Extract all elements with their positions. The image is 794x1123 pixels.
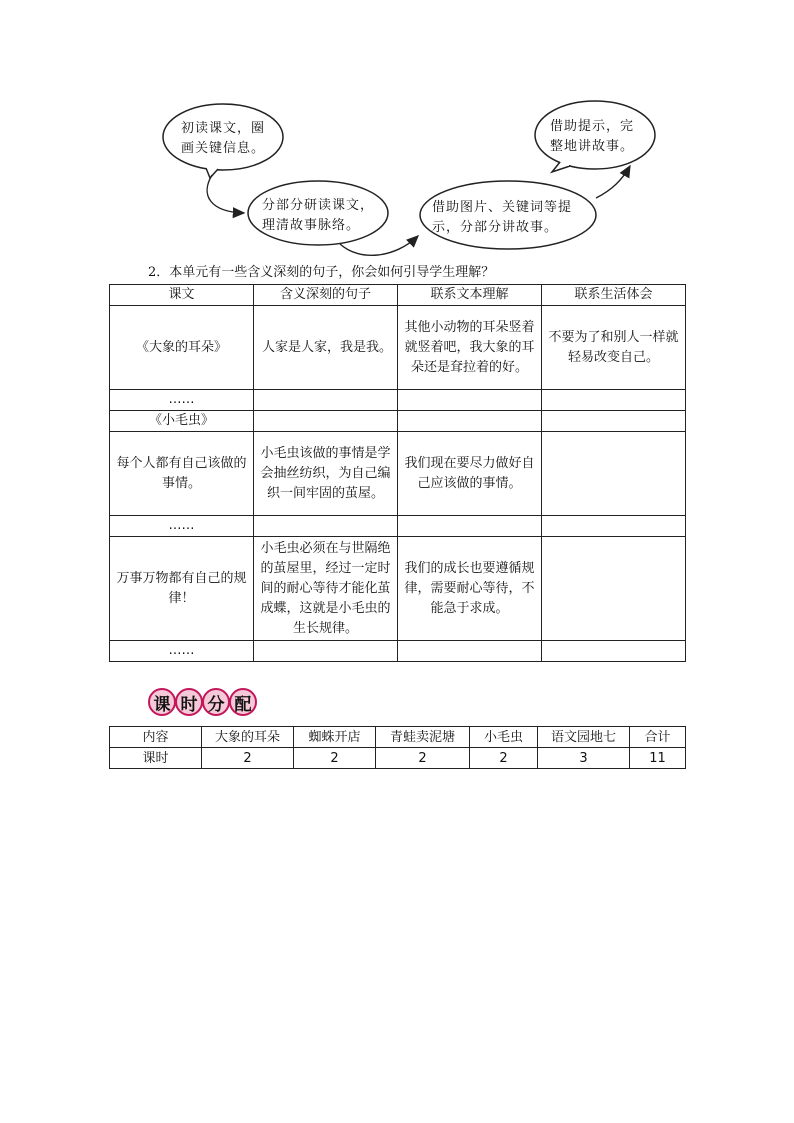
table-header-row (110, 285, 686, 306)
ellipsis-cell: …… (110, 641, 254, 662)
table-cell: 每个人都有自己该做的事情。 (110, 432, 254, 516)
table-cell: 小毛虫必须在与世隔绝的茧屋里，经过一定时间的耐心等待才能化茧成蝶，这就是小毛虫的生长规律。 (254, 537, 398, 641)
flow-step-1-text: 初读课文，圈 画关键信息。 (181, 121, 266, 156)
badge-char: 配 (229, 688, 257, 716)
table-row (110, 516, 686, 537)
table-cell: 2 (294, 748, 376, 769)
table-cell: 2 (202, 748, 294, 769)
table-cell: 万事万物都有自己的规律！ (110, 537, 254, 641)
header-cell: 小毛虫 (470, 727, 538, 748)
lesson-allocation-table (109, 726, 686, 769)
table-cell (542, 432, 686, 516)
table-cell: 我们的成长也要遵循规律，需要耐心等待，不能急于求成。 (398, 537, 542, 641)
table-row (110, 390, 686, 411)
table-row (110, 748, 686, 769)
table-cell: 我们现在要尽力做好自己应该做的事情。 (398, 432, 542, 516)
header-cell: 蜘蛛开店 (294, 727, 376, 748)
header-cell: 合计 (630, 727, 686, 748)
table-cell: 课时 (110, 748, 202, 769)
header-cell: 内容 (110, 727, 202, 748)
badge-char: 时 (175, 688, 203, 716)
header-cell: 联系生活体会 (542, 285, 686, 306)
ellipsis-cell: …… (110, 390, 254, 411)
table-cell: 不要为了和别人一样就轻易改变自己。 (542, 306, 686, 390)
flow-arrow-1 (207, 175, 244, 213)
table-row (110, 411, 686, 432)
ellipsis-cell: …… (110, 516, 254, 537)
flow-diagram-shapes (0, 0, 794, 265)
flow-arrow-3 (596, 166, 630, 198)
flow-step-2-text: 分部分研读课文， 理清故事脉络。 (262, 198, 375, 233)
question-heading: 2．本单元有一些含义深刻的句子，你会如何引导学生理解？ (148, 265, 495, 280)
table-cell: 2 (470, 748, 538, 769)
table-cell: 2 (376, 748, 470, 769)
header-cell: 青蛙卖泥塘 (376, 727, 470, 748)
table-row (110, 537, 686, 641)
table-header-row (110, 727, 686, 748)
header-cell: 含义深刻的句子 (254, 285, 398, 306)
header-cell: 课文 (110, 285, 254, 306)
table-cell: 人家是人家，我是我。 (254, 306, 398, 390)
table-cell: 小毛虫该做的事情是学会抽丝纺织，为自己编织一间牢固的茧屋。 (254, 432, 398, 516)
header-cell: 大象的耳朵 (202, 727, 294, 748)
table-cell: 11 (630, 748, 686, 769)
flow-step-4-text: 借助提示，完 整地讲故事。 (550, 119, 635, 154)
table-row (110, 306, 686, 390)
reading-flow-diagram (0, 0, 794, 265)
section-badge-lesson-allocation (148, 688, 256, 716)
table-cell: 3 (538, 748, 630, 769)
sentence-guidance-table (109, 284, 686, 662)
header-cell: 语文园地七 (538, 727, 630, 748)
table-cell: 其他小动物的耳朵竖着就竖着吧，我大象的耳朵还是耷拉着的好。 (398, 306, 542, 390)
table-cell: 《小毛虫》 (110, 411, 254, 432)
table-cell (542, 537, 686, 641)
header-cell: 联系文本理解 (398, 285, 542, 306)
table-cell: 《大象的耳朵》 (110, 306, 254, 390)
flow-step-3-text: 借助图片、关键词等提 示，分部分讲故事。 (432, 200, 573, 235)
badge-char: 分 (202, 688, 230, 716)
table-row (110, 432, 686, 516)
badge-char: 课 (148, 688, 176, 716)
table-row (110, 641, 686, 662)
